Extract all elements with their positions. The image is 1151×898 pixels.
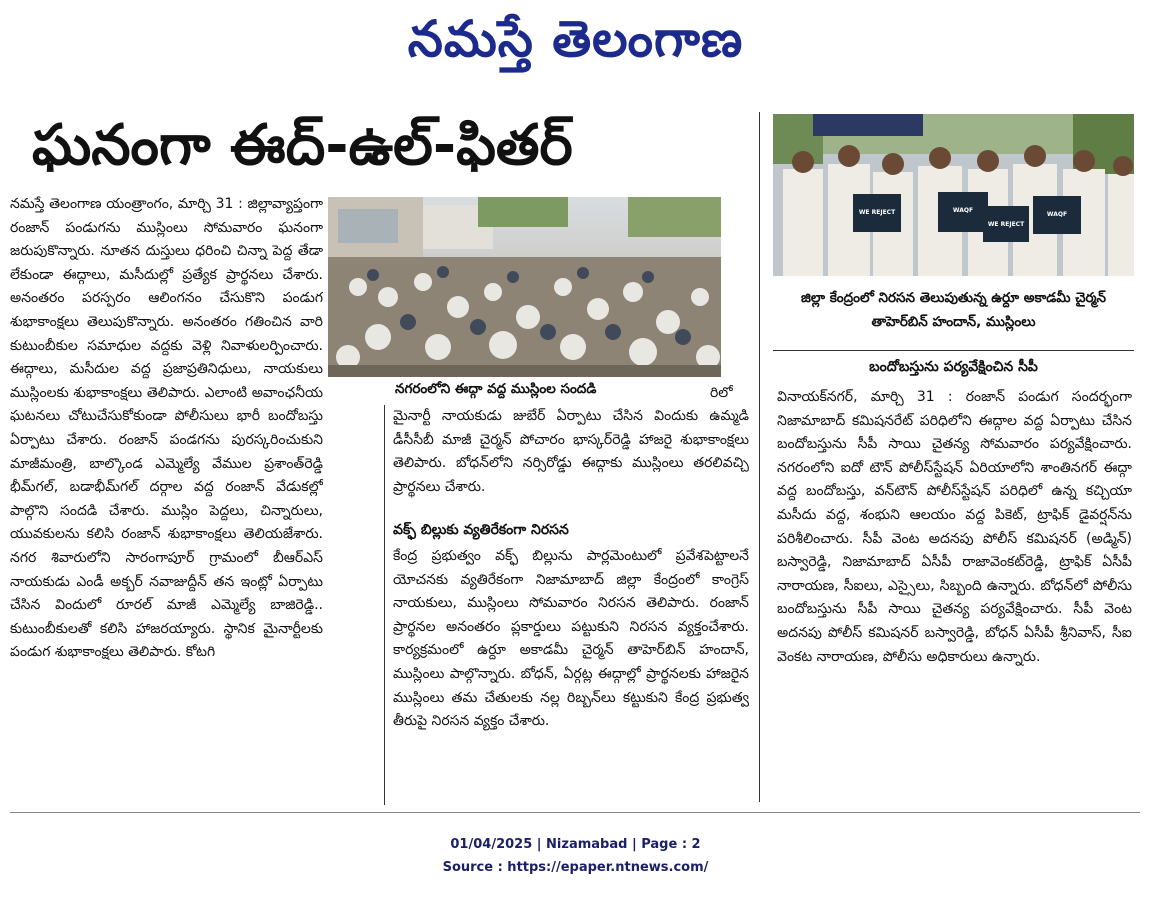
masthead-title: నమస్తే తెలంగాణ <box>407 9 744 68</box>
placard-1-text: WE REJECT <box>858 209 896 216</box>
protest-photo-caption <box>773 286 1134 340</box>
page-bottom-rule <box>10 812 1140 813</box>
placard-2-text: WAQF <box>952 207 974 214</box>
eidgah-crowd-photo <box>328 197 721 377</box>
protest-photo-image <box>773 114 1134 276</box>
continuation-word: రిలో <box>710 385 733 401</box>
crowd-caption-text: నగరంలోని ఈద్గా వద్ద ముస్లింల సందడి <box>395 381 597 397</box>
protest-caption-text: జిల్లా కేంద్రంలో నిరసన తెలుపుతున్న ఉర్దూ అకాడమీ చైర్మన్ తాహెర్‌బిన్ హందాన్, ముస్లింలు <box>801 290 1106 330</box>
column-2-para-2: కేంద్ర ప్రభుత్వం వక్ఫ్ బిల్లును పార్లమెంటులో ప్రవేశపెట్టాలనే యోచనకు వ్యతిరేకంగా నిజామాబాద్ జిల్లా కేంద్రంలో కాంగ్రెస్ నాయకులు, ముస్లింలు సోమవారం నిరసన తెలిపారు. రంజాన్ ప్రార్థనల అనంతరం ప్లకార్డులు పట్టుకుని నిరసన వ్యక్తంచేశారు. కార్యక్రమంలో ఉర్దూ అకాడమీ చైర్మన్ తాహెర్‌బిన్ హందాన్, ముస్లింలు పాల్గొన్నారు. బోధన్, ఏర్గట్ల ఈద్గాల్లో ప్రార్థనలకు హాజరైన ముస్లింలు తమ చేతులకు నల్ల రిబ్బన్‌లు కట్టుకుని కేంద్ర ప్రభుత్వ తీరుపై నిరసన వ్యక్తం చేశారు. <box>393 548 749 730</box>
column-3-text: వినాయక్‌నగర్, మార్చి 31 : రంజాన్ పండుగ సందర్భంగా నిజామాబాద్ కమిషనరేట్ పరిధిలోని ఈద్గాల వద్ద ఏర్పాటు చేసిన బందోబస్తును సీపీ సాయి చైతన్య సోమవారం పర్యవేక్షించారు. నగరంలోని ఐదో టౌన్ పోలీస్‌స్టేషన్ ఏరియాలోని శాంతినగర్ ఈద్గా వద్ద బందోబస్తు, వన్‌టౌన్ పోలీస్‌స్టేషన్ పరిధిలో ఉన్న కచ్చియా మసీదు వద్ద, శంభుని ఆలయం వద్ద పికెట్, ట్రాఫిక్ డైవర్షన్‌ను పరిశీలించారు. సీపీ వెంట అదనపు పోలీస్ కమిషనర్ (అడ్మిన్) బస్వారెడ్డి, నిజామాబాద్ ఏసీపీ రాజావెంకట్‌రెడ్డి, ట్రాఫిక్ ఏసీపీ నారాయణ, సీఐలు, ఎస్సైలు, సిబ్బంది ఉన్నారు. బోధన్‌లో పోలీసు బందోబస్తును సీపీ సాయి చైతన్య పర్యవేక్షించారు. సీపీ వెంట అదనపు పోలీస్ కమిషనర్ బస్వారెడ్డి, బోధన్ ఏసీపీ శ్రీనివాస్, సీఐ వెంకట నారాయణ, పోలీసు అధికారులు ఉన్నారు. <box>777 389 1132 665</box>
waqf-protest-photo <box>773 114 1134 276</box>
article-column-2-b <box>393 545 749 803</box>
cp-bandobast-subhead <box>773 356 1134 382</box>
article-headline <box>32 106 752 186</box>
waqf-subhead-text: వక్ఫ్ బిల్లుకు వ్యతిరేకంగా నిరసన <box>393 522 569 538</box>
article-column-1 <box>10 193 323 803</box>
placard-4-text: WAQF <box>1046 211 1068 218</box>
caption-divider <box>773 350 1134 351</box>
column-2-para-1: మైనార్టీ నాయకుడు జుబేర్ ఏర్పాటు చేసిన విందుకు ఉమ్మడి డీసీసీబీ మాజీ చైర్మన్ పోచారం భాస్కర్‌రెడ్డి హాజరై శుభాకాంక్షలు తెలిపారు. బోధన్‌లోని నర్సిరోడ్డు ఈద్గాకు ముస్లింలు తరలివచ్చి ప్రార్థనలు చేశారు. <box>393 408 749 495</box>
article-column-2 <box>393 405 749 515</box>
footer-date-text: 01/04/2025 | Nizamabad | Page : 2 <box>450 837 701 852</box>
footer-source-link[interactable]: Source : https://epaper.ntnews.com/ <box>442 860 709 875</box>
cp-subhead-text: బందోబస్తును పర్యవేక్షించిన సీపీ <box>869 359 1038 375</box>
placard-3-text: WE REJECT <box>987 221 1025 228</box>
column-1-text: నమస్తే తెలంగాణ యంత్రాంగం, మార్చి 31 : జిల్లావ్యాప్తంగా రంజాన్ పండుగను ముస్లింలు సోమవారం ఘనంగా జరుపుకొన్నారు. నూతన దుస్తులు ధరించి చిన్నా పెద్ద తేడా లేకుండా ఈద్గాలు, మసీదుల్లో ప్రత్యేక ప్రార్థనలు చేశారు. అనంతరం పరస్పరం ఆలింగనం చేసుకొని పండుగ శుభాకాంక్షలు తెలుపుకొన్నారు. అనంతరం గతించిన వారి కుటుంబీకుల సమాధుల వద్దకు వెళ్లి నివాళులర్పించారు. ఈద్గాలు, మసీదుల వద్ద ప్రజాప్రతినిధులు, నాయకులు ముస్లింలకు శుభాకాంక్షలు తెలిపారు. ఎలాంటి అవాంఛనీయ ఘటనలు చోటుచేసుకోకుండా పోలీసులు భారీ బందోబస్తు ఏర్పాటు చేశారు. రంజాన్ పండగను పురస్కరించుకుని మాజీమంత్రి, బాల్కొండ ఎమ్మెల్యే వేముల ప్రశాంత్‌రెడ్డి భీమ్‌గల్, బడాభీమ్‌గల్ దర్గాల వద్ద రంజాన్ వేడుకల్లో పాల్గొని సందడి చేశారు. ముస్లిం పెద్దలు, చిన్నారులు, యువకులను కలిసి రంజాన్ శుభాకాంక్షలు తెలియజేశారు. నగర శివారులోని సారంగాపూర్ గ్రామంలో బీఆర్ఎస్ నాయకుడు ఎండీ అక్బర్ నవాజుద్దీన్ తన ఇంట్లో ఏర్పాటు చేసిన విందులో రూరల్ మాజీ ఎమ్మెల్యే బాజిరెడ్డి.. కుటుంబీకులతో కలిసి హాజరయ్యారు. స్థానిక మైనార్టీలకు పండుగ శుభాకాంక్షలు తెలిపారు. కోటగి <box>10 196 323 661</box>
column-2-continuation <box>710 382 750 404</box>
column-divider-1 <box>384 405 385 805</box>
headline-text: ఘనంగా ఈద్-ఉల్-ఫితర్ <box>32 113 573 178</box>
footer-date-line <box>0 837 1151 852</box>
masthead <box>0 2 1151 76</box>
waqf-protest-subhead <box>393 519 749 543</box>
column-divider-2 <box>759 112 760 802</box>
crowd-photo-caption <box>395 377 725 403</box>
article-column-3 <box>777 386 1132 804</box>
crowd-photo-image <box>328 197 721 377</box>
footer-source-line[interactable] <box>0 860 1151 875</box>
